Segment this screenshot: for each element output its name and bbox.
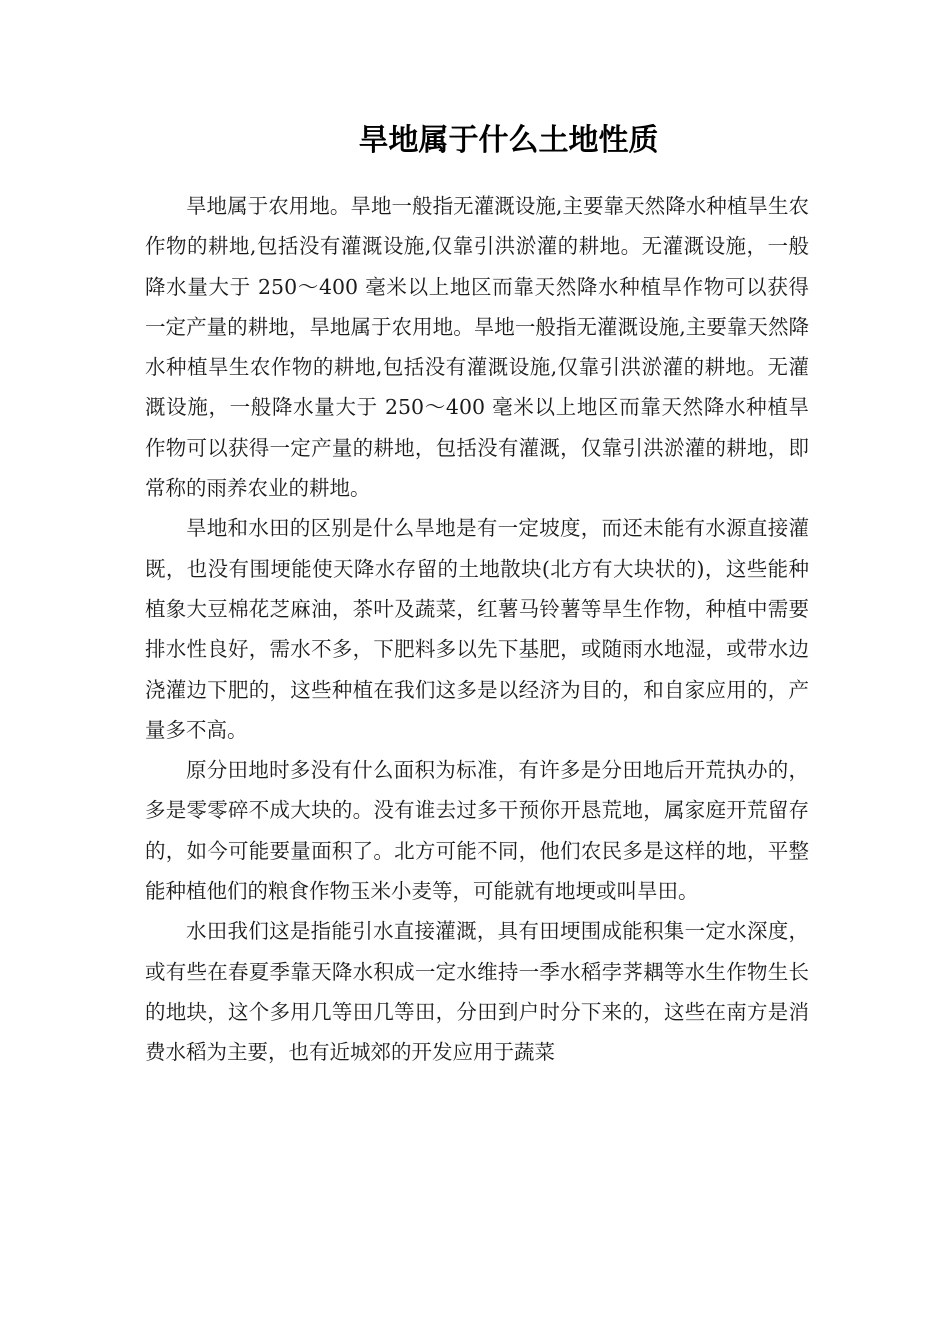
paragraph-4: 水田我们这是指能引水直接灌溉，具有田埂围成能积集一定水深度，或有些在春夏季靠天降水积成一定水维持一季水稻孛荠耦等水生作物生长的地块，这个多用几等田几等田，分田到户时分下来的，这些在南方是消费水稻为主要，也有近城郊的开发应用于蔬菜 (145, 919, 809, 1065)
paragraph-1: 旱地属于农用地。旱地一般指无灌溉设施,主要靠天然降水种植旱生农作物的耕地,包括没有灌溉设施,仅靠引洪淤灌的耕地。无灌溉设施，一般降水量大于 250～400 毫米以上地区而靠天然降水种植旱作物可以获得一定产量的耕地，旱地属于农用地。旱地一般指无灌溉设施,主要靠天然降水种植旱生农作物的耕地,包括没有灌溉设施,仅靠引洪淤灌的耕地。无灌溉设施，一般降水量大于 250～400 毫米以上地区而靠天然降水种植旱作物可以获得一定产量的耕地，包括没有灌溉，仅靠引洪淤灌的耕地，即常称的雨养农业的耕地。 (145, 194, 809, 501)
document-body (145, 186, 809, 1073)
document-title: 旱地属于什么土地性质 (358, 123, 659, 158)
paragraph-2: 旱地和水田的区别是什么旱地是有一定坡度，而还未能有水源直接灌既，也没有围埂能使天降水存留的土地散块(北方有大块状的)，这些能种植象大豆棉花芝麻油，茶叶及蔬菜，红薯马铃薯等旱生作物，种植中需要排水性良好，需水不多，下肥料多以先下基肥，或随雨水地湿，或带水边浇灌边下肥的，这些种植在我们这多是以经济为目的，和自家应用的，产量多不高。 (145, 516, 809, 742)
paragraph-3: 原分田地时多没有什么面积为标准，有许多是分田地后开荒执办的，多是零零碎不成大块的。没有谁去过多干预你开恳荒地，属家庭开荒留存的，如今可能要量面积了。北方可能不同，他们农民多是这样的地，平整能种植他们的粮食作物玉米小麦等，可能就有地埂或叫旱田。 (145, 758, 809, 904)
